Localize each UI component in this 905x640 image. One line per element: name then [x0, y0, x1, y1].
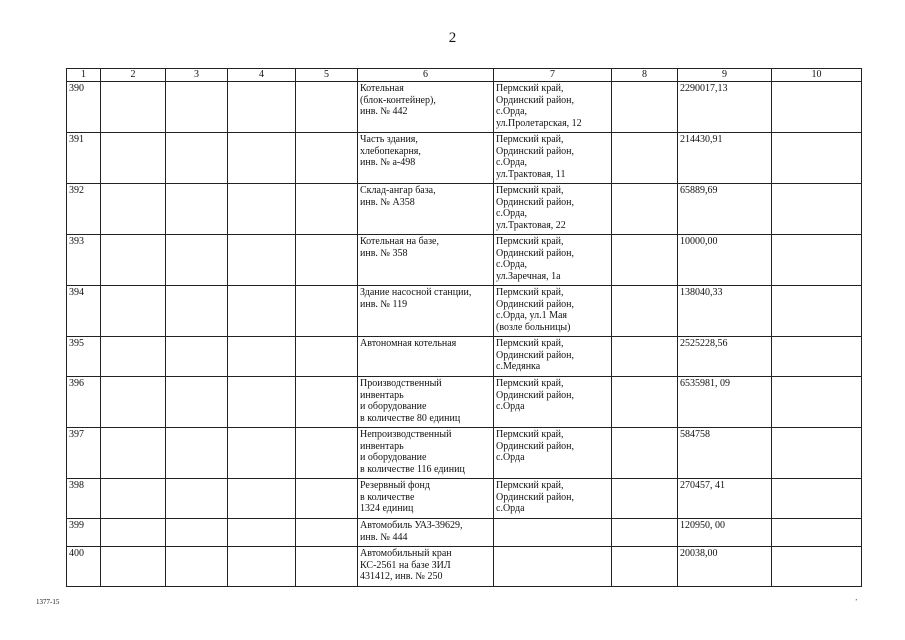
row-number: 390 — [67, 82, 101, 133]
table-row — [67, 479, 862, 519]
empty-cell — [612, 82, 678, 133]
object-name: Здание насосной станции, инв. № 119 — [358, 286, 494, 337]
table-row — [67, 82, 862, 133]
object-value: 65889,69 — [678, 184, 772, 235]
column-number-row — [67, 69, 862, 82]
object-address — [494, 547, 612, 587]
table-row — [67, 235, 862, 286]
empty-cell — [101, 377, 166, 428]
column-header: 3 — [166, 69, 228, 82]
empty-cell — [296, 337, 358, 377]
object-value: 584758 — [678, 428, 772, 479]
object-value: 214430,91 — [678, 133, 772, 184]
empty-cell — [166, 519, 228, 547]
empty-cell — [296, 184, 358, 235]
empty-cell — [101, 133, 166, 184]
empty-cell — [166, 377, 228, 428]
table-row — [67, 133, 862, 184]
object-name: Резервный фонд в количестве 1324 единиц — [358, 479, 494, 519]
object-value: 270457, 41 — [678, 479, 772, 519]
object-name: Котельная на базе, инв. № 358 — [358, 235, 494, 286]
empty-cell — [612, 428, 678, 479]
object-value: 2290017,13 — [678, 82, 772, 133]
row-number: 396 — [67, 377, 101, 428]
empty-cell — [612, 235, 678, 286]
empty-cell — [228, 547, 296, 587]
empty-cell — [228, 184, 296, 235]
empty-cell — [166, 133, 228, 184]
empty-cell — [772, 184, 862, 235]
empty-cell — [228, 377, 296, 428]
empty-cell — [296, 519, 358, 547]
empty-cell — [166, 547, 228, 587]
row-number: 397 — [67, 428, 101, 479]
empty-cell — [166, 184, 228, 235]
object-address: Пермский край, Ординский район, с.Орда, ул.1 Мая (возле больницы) — [494, 286, 612, 337]
column-header: 1 — [67, 69, 101, 82]
object-value: 120950, 00 — [678, 519, 772, 547]
empty-cell — [228, 286, 296, 337]
empty-cell — [228, 82, 296, 133]
column-header: 4 — [228, 69, 296, 82]
object-value: 2525228,56 — [678, 337, 772, 377]
empty-cell — [101, 235, 166, 286]
empty-cell — [612, 479, 678, 519]
empty-cell — [772, 82, 862, 133]
object-address — [494, 519, 612, 547]
empty-cell — [166, 479, 228, 519]
object-address: Пермский край, Ординский район, с.Орда — [494, 428, 612, 479]
empty-cell — [228, 428, 296, 479]
table-row — [67, 377, 862, 428]
empty-cell — [166, 235, 228, 286]
row-number: 398 — [67, 479, 101, 519]
empty-cell — [101, 428, 166, 479]
table-row — [67, 547, 862, 587]
empty-cell — [296, 286, 358, 337]
empty-cell — [166, 82, 228, 133]
empty-cell — [296, 377, 358, 428]
empty-cell — [228, 337, 296, 377]
table-row — [67, 337, 862, 377]
object-value: 20038,00 — [678, 547, 772, 587]
empty-cell — [772, 133, 862, 184]
footer-document-code: 1377-15 — [36, 598, 60, 606]
object-address: Пермский край, Ординский район, с.Орда, ул.Пролетарская, 12 — [494, 82, 612, 133]
object-address: Пермский край, Ординский район, с.Орда, ул.Трактовая, 11 — [494, 133, 612, 184]
object-address: Пермский край, Ординский район, с.Орда — [494, 479, 612, 519]
empty-cell — [612, 547, 678, 587]
object-address: Пермский край, Ординский район, с.Орда, ул.Заречная, 1а — [494, 235, 612, 286]
empty-cell — [296, 428, 358, 479]
table-row — [67, 519, 862, 547]
empty-cell — [166, 337, 228, 377]
object-value: 138040,33 — [678, 286, 772, 337]
object-name: Производственный инвентарь и оборудование в количестве 80 единиц — [358, 377, 494, 428]
empty-cell — [101, 82, 166, 133]
corner-mark: ’ — [855, 598, 858, 606]
column-header: 8 — [612, 69, 678, 82]
empty-cell — [772, 337, 862, 377]
empty-cell — [101, 184, 166, 235]
empty-cell — [296, 547, 358, 587]
property-register-table — [66, 68, 862, 587]
page-number: 2 — [448, 30, 457, 46]
empty-cell — [166, 428, 228, 479]
column-header: 9 — [678, 69, 772, 82]
empty-cell — [228, 479, 296, 519]
row-number: 399 — [67, 519, 101, 547]
empty-cell — [166, 286, 228, 337]
empty-cell — [612, 519, 678, 547]
empty-cell — [612, 286, 678, 337]
empty-cell — [772, 519, 862, 547]
empty-cell — [296, 235, 358, 286]
empty-cell — [101, 519, 166, 547]
row-number: 395 — [67, 337, 101, 377]
empty-cell — [772, 479, 862, 519]
row-number: 394 — [67, 286, 101, 337]
empty-cell — [772, 235, 862, 286]
table-row — [67, 184, 862, 235]
column-header: 2 — [101, 69, 166, 82]
object-address: Пермский край, Ординский район, с.Медянка — [494, 337, 612, 377]
column-header: 5 — [296, 69, 358, 82]
object-address: Пермский край, Ординский район, с.Орда, ул.Трактовая, 22 — [494, 184, 612, 235]
empty-cell — [612, 184, 678, 235]
empty-cell — [772, 377, 862, 428]
object-name: Автомобильный кран КС-2561 на базе ЗИЛ 431412, инв. № 250 — [358, 547, 494, 587]
empty-cell — [296, 479, 358, 519]
object-name: Склад-ангар база, инв. № А358 — [358, 184, 494, 235]
column-header: 10 — [772, 69, 862, 82]
object-name: Автономная котельная — [358, 337, 494, 377]
empty-cell — [612, 337, 678, 377]
empty-cell — [296, 133, 358, 184]
empty-cell — [228, 133, 296, 184]
empty-cell — [228, 519, 296, 547]
column-header: 7 — [494, 69, 612, 82]
empty-cell — [772, 547, 862, 587]
object-value: 6535981, 09 — [678, 377, 772, 428]
empty-cell — [101, 286, 166, 337]
empty-cell — [101, 547, 166, 587]
column-header: 6 — [358, 69, 494, 82]
empty-cell — [772, 428, 862, 479]
table-row — [67, 428, 862, 479]
empty-cell — [296, 82, 358, 133]
object-address: Пермский край, Ординский район, с.Орда — [494, 377, 612, 428]
row-number: 393 — [67, 235, 101, 286]
row-number: 391 — [67, 133, 101, 184]
empty-cell — [772, 286, 862, 337]
table-row — [67, 286, 862, 337]
object-name: Автомобиль УАЗ-39629, инв. № 444 — [358, 519, 494, 547]
object-name: Котельная (блок-контейнер), инв. № 442 — [358, 82, 494, 133]
object-name: Часть здания, хлебопекарня, инв. № а-498 — [358, 133, 494, 184]
empty-cell — [612, 377, 678, 428]
object-name: Непроизводственный инвентарь и оборудование в количестве 116 единиц — [358, 428, 494, 479]
row-number: 392 — [67, 184, 101, 235]
empty-cell — [228, 235, 296, 286]
object-value: 10000,00 — [678, 235, 772, 286]
row-number: 400 — [67, 547, 101, 587]
empty-cell — [101, 479, 166, 519]
empty-cell — [101, 337, 166, 377]
empty-cell — [612, 133, 678, 184]
